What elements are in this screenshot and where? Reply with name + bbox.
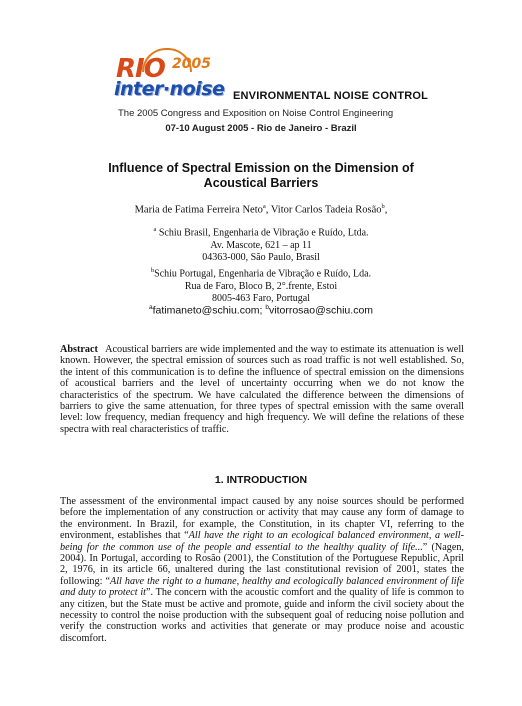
affil-b-line3: 8005-463 Faro, Portugal bbox=[211, 293, 311, 305]
intro-text-1: The assessment of the environmental impact caused by any noise sources should be performed before the implementation of any construction or activity that may cause any form of damage to the environment. In Brazil, for example, the Constitution, in its chapter VI, referring to the environment, establishes that “ bbox=[60, 496, 464, 542]
affil-b-line2: Rua de Faro, Bloco B, 2°.frente, Estoi bbox=[184, 280, 338, 292]
intro-quote-2: All have the right to a humane, healthy and ecologically balanced environment of life and duty to protect it bbox=[60, 575, 464, 599]
section-heading-introduction: 1. INTRODUCTION bbox=[214, 474, 308, 486]
internoise-logo bbox=[112, 52, 232, 107]
affil-a-org: Schiu Brasil, Engenharia de Vibração e Ruído, Ltda. bbox=[158, 227, 369, 239]
affil-a-sup: a bbox=[153, 226, 157, 233]
affil-b-sup: b bbox=[150, 266, 155, 274]
abstract-text: Acoustical barriers are wide implemented and the way to estimate its attenuation is well known. However, the spectral emission of sources such as road traffic is not well established. So, the intent of this communication is to define the influence of spectral emission on the dimensions of acoustical barriers and the level of uncertainty occurring when we do not know the characteristics of the spectrum. We have calculated the difference between the dimensions of barriers to give the same attenuation, for three types of spectral emission with the same overall level: low frequency, median frequency and high frequency. We will define the relations of these spectra with real characteristics of traffic. bbox=[60, 344, 464, 435]
affil-a-line1 bbox=[0, 224, 522, 240]
email-b[interactable]: vitorrosao@schiu.com bbox=[269, 304, 374, 317]
paper-title bbox=[40, 161, 482, 191]
affil-a-line2: Av. Mascote, 621 – ap 11 bbox=[210, 239, 312, 251]
author-2-sup: b bbox=[381, 203, 385, 210]
author-1-sup: a bbox=[262, 203, 266, 210]
email-a-sup: a bbox=[148, 304, 153, 311]
intro-text-2: ” (Nagen, 2004). In Portugal, according to Rosão (2001), the Constitution of the Portuguese Republic, April 2, 1976, in its article 66, unaltered during the last constitutional revision of 2001, states the following: “ bbox=[60, 541, 464, 587]
author-sep: , Vitor Carlos Tadeia Rosão bbox=[265, 204, 382, 216]
logo-year-text: 2005 bbox=[172, 56, 211, 72]
paper-title-line2: Acoustical Barriers bbox=[203, 176, 319, 190]
conference-name: The 2005 Congress and Exposition on Noise Control Engineering bbox=[118, 108, 394, 119]
intro-quote-1: All have the right to an ecological balanced environment, a well-being for the common use of the people and essential to the healthy quality of life... bbox=[60, 530, 464, 553]
conference-dates: 07-10 August 2005 - Rio de Janeiro - Brazil bbox=[165, 123, 357, 134]
affil-b-org: Schiu Portugal, Engenharia de Vibração e Ruído, Lda. bbox=[154, 268, 372, 280]
email-a[interactable]: fatimaneto@schiu.com; bbox=[152, 304, 266, 317]
authors-line bbox=[0, 203, 522, 216]
logo-rio-text: RIO bbox=[116, 54, 165, 84]
paper-title-line1: Influence of Spectral Emission on the Dimension of bbox=[108, 161, 414, 175]
affil-b-line1 bbox=[0, 265, 522, 281]
intro-text-3: ”. The concern with the acoustic comfort and the quality of life is common to any citizen, but the State must be active and promote, guide and inform the civil society about the necessity to control the noise production with the subsequent goal of reducing noise pollution and verify the construction works and activities that generate or may produce noise and acoustic discomfort. bbox=[60, 587, 464, 644]
author-end: , bbox=[384, 204, 388, 216]
conference-theme: ENVIRONMENTAL NOISE CONTROL bbox=[233, 90, 429, 102]
affil-a-line3: 04363-000, São Paulo, Brasil bbox=[202, 252, 320, 264]
logo-internoise-text: inter·noise bbox=[114, 78, 225, 100]
affiliations bbox=[0, 224, 522, 306]
abstract-label: Abstract bbox=[60, 344, 98, 355]
introduction-paragraph bbox=[60, 496, 464, 644]
email-b-sup: b bbox=[265, 304, 269, 311]
abstract bbox=[60, 344, 464, 435]
author-emails bbox=[0, 304, 522, 317]
author-1: Maria de Fatima Ferreira Neto bbox=[134, 204, 263, 216]
